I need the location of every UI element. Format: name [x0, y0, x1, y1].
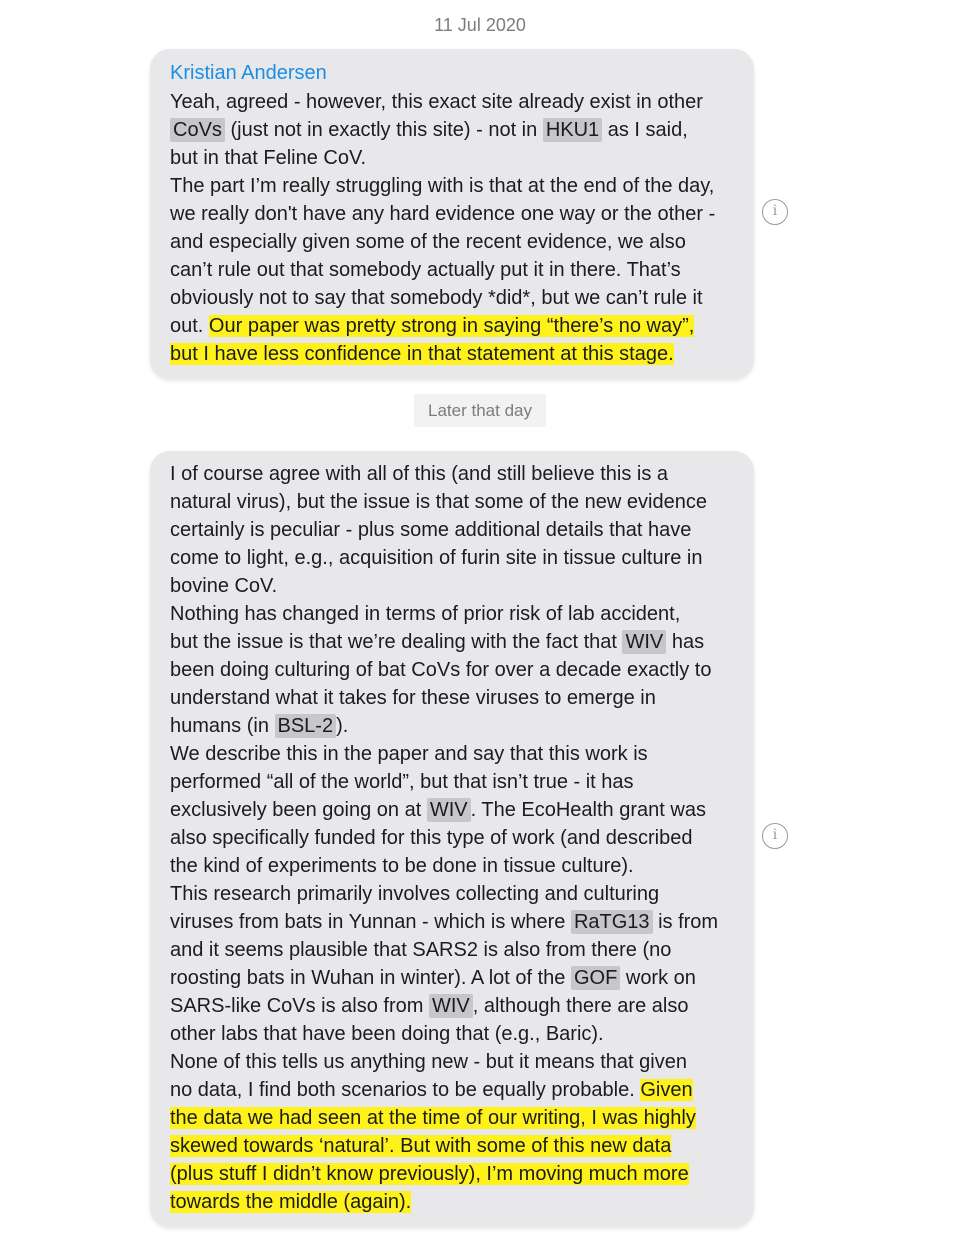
- message-line: [170, 880, 740, 908]
- message-line: [170, 488, 740, 516]
- text-span: we really don't have any hard evidence one way or the other -: [170, 203, 716, 225]
- text-span: out.: [170, 315, 209, 337]
- text-span: I of course agree with all of this (and still believe this is a: [170, 463, 669, 485]
- message-bubble-2[interactable]: [150, 451, 754, 1227]
- highlighted-text: skewed towards ‘natural’. But with some of this new data: [170, 1135, 672, 1157]
- message-line: [170, 172, 740, 200]
- message-line: [170, 908, 740, 936]
- text-span: This research primarily involves collecting and culturing: [170, 883, 660, 905]
- text-span: We describe this in the paper and say that this work is: [170, 743, 648, 765]
- info-icon[interactable]: i: [762, 199, 788, 225]
- highlighted-text: (plus stuff I didn’t know previously), I’m moving much more: [170, 1163, 689, 1185]
- text-span: obviously not to say that somebody *did*, but we can’t rule it: [170, 287, 703, 309]
- text-span: understand what it takes for these viruses to emerge in: [170, 687, 656, 709]
- glossary-term[interactable]: WIV: [427, 798, 471, 822]
- text-span: other labs that have been doing that (e.g., Baric).: [170, 1023, 604, 1045]
- message-line: [170, 516, 740, 544]
- highlighted-text: Given: [640, 1079, 693, 1101]
- message-line: [170, 1132, 740, 1160]
- message-line: [170, 284, 740, 312]
- message-text: [170, 88, 740, 368]
- message-line: [170, 656, 740, 684]
- message-line: [170, 768, 740, 796]
- text-span: natural virus), but the issue is that some of the new evidence: [170, 491, 707, 513]
- info-icon[interactable]: i: [762, 823, 788, 849]
- message-line: [170, 228, 740, 256]
- glossary-term[interactable]: BSL-2: [275, 714, 337, 738]
- message-line: [170, 964, 740, 992]
- text-span: humans (in: [170, 715, 275, 737]
- text-span: has: [666, 631, 705, 653]
- highlighted-text: Our paper was pretty strong in saying “there’s no way”,: [208, 315, 695, 337]
- message-line: [170, 1188, 740, 1216]
- message-line: [170, 712, 740, 740]
- glossary-term[interactable]: WIV: [429, 994, 473, 1018]
- message-line: [170, 116, 740, 144]
- message-line: [170, 544, 740, 572]
- message-line: [170, 740, 740, 768]
- message-line: [170, 200, 740, 228]
- message-line: [170, 796, 740, 824]
- text-span: , although there are also: [472, 995, 689, 1017]
- text-span: . The EcoHealth grant was: [470, 799, 706, 821]
- text-span: and it seems plausible that SARS2 is also from there (no: [170, 939, 672, 961]
- text-span: come to light, e.g., acquisition of furin site in tissue culture in: [170, 547, 703, 569]
- time-divider: Later that day: [414, 394, 546, 427]
- message-line: [170, 88, 740, 116]
- message-line: [170, 1076, 740, 1104]
- sender-name[interactable]: Kristian Andersen: [170, 62, 327, 84]
- text-span: but in that Feline CoV.: [170, 147, 367, 169]
- text-span: Nothing has changed in terms of prior risk of lab accident,: [170, 603, 681, 625]
- message-line: [170, 460, 740, 488]
- text-span: Yeah, agreed - however, this exact site already exist in other: [170, 91, 703, 113]
- text-span: (just not in exactly this site) - not in: [224, 119, 543, 141]
- text-span: viruses from bats in Yunnan - which is where: [170, 911, 571, 933]
- message-line: [170, 684, 740, 712]
- text-span: None of this tells us anything new - but it means that given: [170, 1051, 687, 1073]
- message-line: [170, 144, 740, 172]
- text-span: SARS-like CoVs is also from: [170, 995, 429, 1017]
- highlighted-text: towards the middle (again).: [170, 1191, 412, 1213]
- highlighted-text: the data we had seen at the time of our writing, I was highly: [170, 1107, 696, 1129]
- text-span: performed “all of the world”, but that isn’t true - it has: [170, 771, 634, 793]
- message-line: [170, 340, 740, 368]
- message-bubble-1[interactable]: [150, 49, 754, 379]
- text-span: no data, I find both scenarios to be equally probable.: [170, 1079, 641, 1101]
- text-span: is from: [652, 911, 719, 933]
- text-span: can’t rule out that somebody actually put it in there. That’s: [170, 259, 681, 281]
- message-line: [170, 256, 740, 284]
- highlighted-text: but I have less confidence in that statement at this stage.: [170, 343, 674, 365]
- text-span: bovine CoV.: [170, 575, 278, 597]
- date-header: 11 Jul 2020: [434, 15, 526, 35]
- glossary-term[interactable]: RaTG13: [571, 910, 653, 934]
- message-line: [170, 852, 740, 880]
- text-span: and especially given some of the recent evidence, we also: [170, 231, 686, 253]
- glossary-term[interactable]: CoVs: [170, 118, 225, 142]
- text-span: certainly is peculiar - plus some additional details that have: [170, 519, 692, 541]
- message-line: [170, 824, 740, 852]
- text-span: as I said,: [602, 119, 688, 141]
- message-line: [170, 1160, 740, 1188]
- message-line: [170, 992, 740, 1020]
- text-span: ).: [336, 715, 349, 737]
- message-line: [170, 572, 740, 600]
- message-line: [170, 936, 740, 964]
- message-line: [170, 600, 740, 628]
- text-span: also specifically funded for this type of work (and described: [170, 827, 693, 849]
- text-span: work on: [620, 967, 696, 989]
- text-span: the kind of experiments to be done in tissue culture).: [170, 855, 634, 877]
- message-line: [170, 1104, 740, 1132]
- message-text: [170, 460, 740, 1216]
- message-line: [170, 312, 740, 340]
- text-span: roosting bats in Wuhan in winter). A lot of the: [170, 967, 571, 989]
- text-span: exclusively been going on at: [170, 799, 427, 821]
- text-span: been doing culturing of bat CoVs for over a decade exactly to: [170, 659, 712, 681]
- glossary-term[interactable]: WIV: [622, 630, 666, 654]
- message-line: [170, 1048, 740, 1076]
- glossary-term[interactable]: GOF: [571, 966, 620, 990]
- glossary-term[interactable]: HKU1: [543, 118, 602, 142]
- text-span: The part I’m really struggling with is that at the end of the day,: [170, 175, 715, 197]
- message-line: [170, 628, 740, 656]
- message-line: [170, 1020, 740, 1048]
- text-span: but the issue is that we’re dealing with the fact that: [170, 631, 623, 653]
